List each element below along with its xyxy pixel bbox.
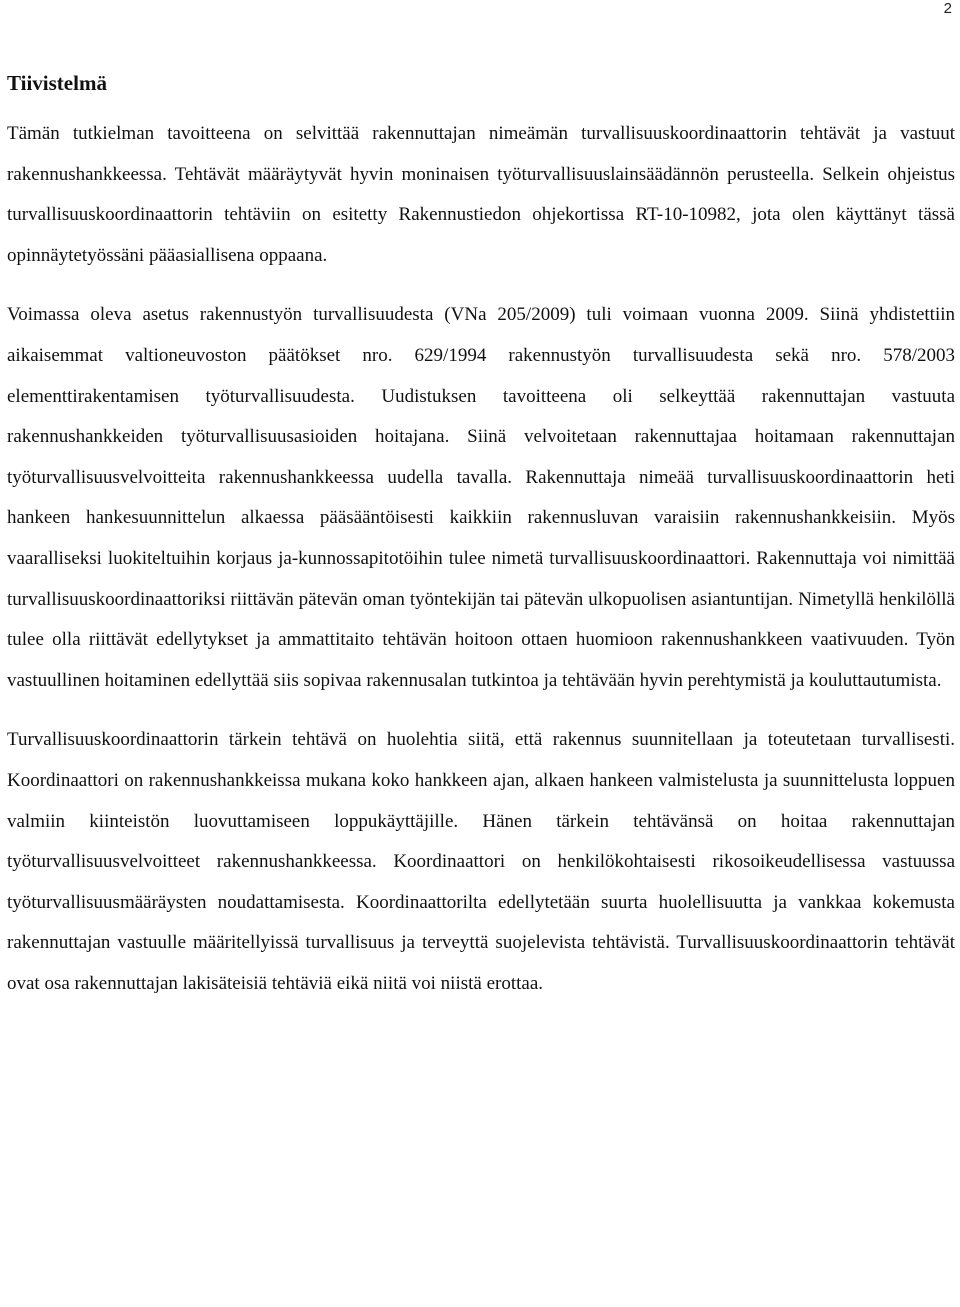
- page-number: 2: [943, 0, 952, 17]
- paragraph-intro: Tämän tutkielman tavoitteena on selvittää rakennuttajan nimeämän turvallisuuskoordinaattorin tehtävät ja vastuut rakennushankkeessa. Tehtävät määräytyvät hyvin moninaisen työturvallisuuslainsäädännön perusteella. Selkein ohjeistus turvallisuuskoordinaattorin tehtäviin on esitetty Rakennustiedon ohjekortissa RT-10-10982, jota olen käyttänyt tässä opinnäytetyössäni pääasiallisena oppaana.: [7, 123, 955, 266]
- paragraph-regulation: Voimassa oleva asetus rakennustyön turvallisuudesta (VNa 205/2009) tuli voimaan vuonna 2009. Siinä yhdistettiin aikaisemmat valtioneuvoston päätökset nro. 629/1994 rakennustyön turvallisuudesta sekä nro. 578/2003 elementtirakentamisen työturvallisuudesta. Uudistuksen tavoitteena oli selkeyttää rakennuttajan vastuuta rakennushankkeiden työturvallisuusasioiden hoitajana. Siinä velvoitetaan rakennuttajaa hoitamaan rakennuttajan työturvallisuusvelvoitteita rakennushankkeessa uudella tavalla. Rakennuttaja nimeää turvallisuuskoordinaattorin heti hankeen hankesuunnittelun alkaessa pääsääntöisesti kaikkiin rakennusluvan varaisiin rakennushankkeisiin. Myös vaaralliseksi luokiteltuihin korjaus ja-kunnossapitotöihin tulee nimetä turvallisuuskoordinaattori. Rakennuttaja voi nimittää turvallisuuskoordinaattoriksi riittävän pätevän oman työntekijän tai pätevän ulkopuolisen asiantuntijan. Nimetyllä henkilöllä tulee olla riittävät edellytykset ja ammattitaito tehtävän hoitoon ottaen huomioon rakennushankkeen vaativuuden. Työn vastuullinen hoitaminen edellyttää siis sopivaa rakennusalan tutkintoa ja tehtävään hyvin perehtymistä ja kouluttautumista.: [7, 304, 955, 691]
- document-body: [7, 69, 955, 1004]
- paragraph-coordinator-duties: Turvallisuuskoordinaattorin tärkein tehtävä on huolehtia siitä, että rakennus suunnitellaan ja toteutetaan turvallisesti. Koordinaattori on rakennushankkeissa mukana koko hankkeen ajan, alkaen hankeen valmistelusta ja suunnittelusta loppuen valmiin kiinteistön luovuttamiseen loppukäyttäjille. Hänen tärkein tehtävänsä on hoitaa rakennuttajan työturvallisuusvelvoitteet rakennushankkeessa. Koordinaattori on henkilökohtaisesti rikosoikeudellisessa vastuussa työturvallisuusmääräysten noudattamisesta. Koordinaattorilta edellytetään suurta huolellisuutta ja vankkaa kokemusta rakennuttajan vastuulle määritellyissä turvallisuus ja terveyttä suojelevista tehtävistä. Turvallisuuskoordinaattorin tehtävät ovat osa rakennuttajan lakisäteisiä tehtäviä eikä niitä voi niistä erottaa.: [7, 729, 955, 994]
- section-title: Tiivistelmä: [7, 71, 107, 95]
